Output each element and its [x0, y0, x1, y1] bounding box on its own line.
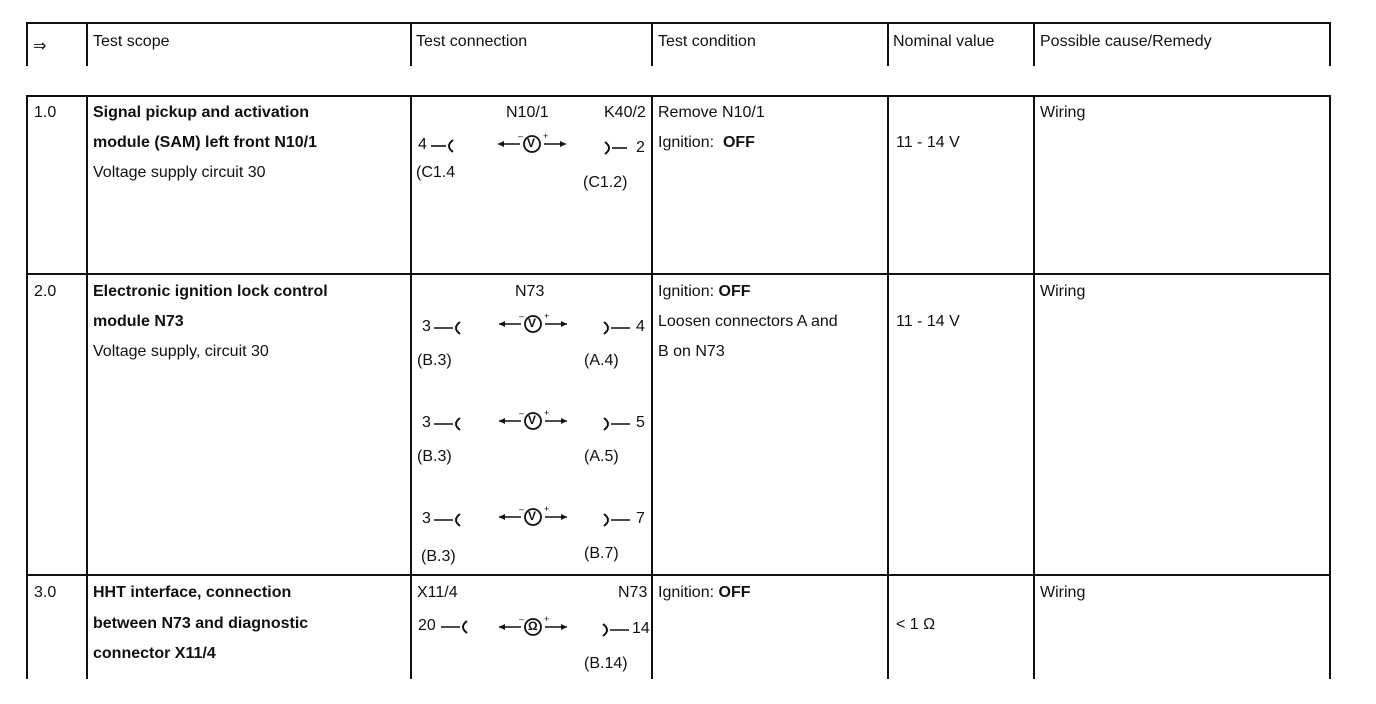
- header-top-border: [26, 22, 1331, 24]
- row-number: 1.0: [34, 104, 57, 121]
- body-divider-2: [410, 95, 412, 679]
- meter-symbol: V: [528, 413, 537, 427]
- connection-label-right: N73: [618, 584, 648, 601]
- connector-left-icon: [440, 620, 470, 634]
- header-divider-5: [1033, 22, 1035, 66]
- meter-symbol: V: [528, 509, 537, 523]
- pin-sub-left: (B.3): [417, 448, 452, 465]
- pin-sub-right: (B.7): [584, 545, 619, 562]
- svg-text:–: –: [518, 133, 524, 141]
- connector-right-icon: [601, 321, 631, 335]
- pin-right: 2: [636, 139, 645, 156]
- header-divider-0: [26, 22, 28, 66]
- test-scope-line: Signal pickup and activation: [93, 104, 310, 121]
- connection-label-mid: N73: [515, 283, 545, 300]
- row-number: 2.0: [34, 283, 57, 300]
- condition-line: Ignition: OFF: [658, 283, 751, 300]
- pin-sub-right: (A.5): [584, 448, 619, 465]
- connection-label-mid: N10/1: [506, 104, 549, 121]
- connector-right-icon: [602, 141, 628, 155]
- condition-line: Ignition: OFF: [658, 584, 751, 601]
- pin-sub-left: (C1.4: [416, 164, 456, 181]
- connector-left-icon: [433, 321, 463, 335]
- connector-right-icon: [600, 623, 630, 637]
- connector-left-icon: [433, 513, 463, 527]
- body-divider-3: [651, 95, 653, 679]
- header-divider-2: [410, 22, 412, 66]
- pin-right: 14: [632, 620, 650, 637]
- pin-left: 3: [422, 318, 431, 335]
- body-top-border: [26, 95, 1331, 97]
- header-divider-1: [86, 22, 88, 66]
- svg-text:+: +: [544, 410, 550, 418]
- svg-text:–: –: [519, 313, 525, 321]
- svg-text:–: –: [519, 506, 525, 514]
- condition-line: Ignition: OFF: [658, 134, 755, 151]
- test-scope-line: module (SAM) left front N10/1: [93, 134, 318, 151]
- connection-label-left: X11/4: [417, 584, 458, 601]
- body-divider-1: [86, 95, 88, 679]
- test-scope-line: connector X11/4: [93, 645, 216, 662]
- svg-text:–: –: [519, 410, 525, 418]
- row-divider-2: [26, 574, 1331, 576]
- header-divider-6: [1329, 22, 1331, 66]
- nominal-value: 11 - 14 V: [896, 313, 960, 330]
- test-scope-line: Voltage supply circuit 30: [93, 164, 266, 181]
- svg-text:–: –: [519, 616, 525, 624]
- test-scope-line: Voltage supply, circuit 30: [93, 343, 269, 360]
- header-divider-3: [651, 22, 653, 66]
- svg-text:+: +: [544, 616, 550, 624]
- pin-right: 5: [636, 414, 645, 431]
- body-divider-5: [1033, 95, 1035, 679]
- row-divider-1: [26, 273, 1331, 275]
- connector-right-icon: [601, 417, 631, 431]
- header-possible-cause: Possible cause/Remedy: [1040, 33, 1212, 50]
- connector-left-icon: [433, 417, 463, 431]
- nominal-value: 11 - 14 V: [896, 134, 960, 151]
- pin-left: 4: [418, 136, 427, 153]
- header-arrow: ⇒: [33, 38, 47, 55]
- header-test-condition: Test condition: [658, 33, 756, 50]
- svg-text:+: +: [544, 506, 550, 514]
- pin-right: 7: [636, 510, 645, 527]
- meter-symbol: Ω: [528, 619, 538, 633]
- header-divider-4: [887, 22, 889, 66]
- nominal-value: < 1 Ω: [896, 616, 936, 633]
- pin-left: 20: [418, 617, 436, 634]
- body-divider-6: [1329, 95, 1331, 679]
- meter-symbol: V: [528, 316, 537, 330]
- connector-right-icon: [601, 513, 631, 527]
- pin-sub-left: (B.3): [417, 352, 452, 369]
- test-scope-line: Electronic ignition lock control: [93, 283, 328, 300]
- condition-line: Remove N10/1: [658, 104, 765, 121]
- condition-line: B on N73: [658, 343, 725, 360]
- possible-cause: Wiring: [1040, 283, 1086, 300]
- connector-left-icon: [430, 139, 456, 153]
- test-scope-line: between N73 and diagnostic: [93, 615, 309, 632]
- svg-text:+: +: [544, 313, 550, 321]
- row-number: 3.0: [34, 584, 57, 601]
- pin-sub-left: (B.3): [421, 548, 456, 565]
- header-test-connection: Test connection: [416, 33, 528, 50]
- test-scope-line: HHT interface, connection: [93, 584, 292, 601]
- possible-cause: Wiring: [1040, 584, 1086, 601]
- svg-text:+: +: [543, 133, 549, 141]
- test-scope-line: module N73: [93, 313, 184, 330]
- pin-sub-right: (C1.2): [583, 174, 628, 191]
- condition-line: Loosen connectors A and: [658, 313, 838, 330]
- body-divider-4: [887, 95, 889, 679]
- body-divider-0: [26, 95, 28, 679]
- pin-sub-right: (B.14): [584, 655, 628, 672]
- pin-sub-right: (A.4): [584, 352, 619, 369]
- pin-right: 4: [636, 318, 645, 335]
- connection-label-right: K40/2: [604, 104, 646, 121]
- possible-cause: Wiring: [1040, 104, 1086, 121]
- pin-left: 3: [422, 414, 431, 431]
- header-test-scope: Test scope: [93, 33, 170, 50]
- header-nominal-value: Nominal value: [893, 33, 995, 50]
- meter-symbol: V: [527, 136, 536, 150]
- pin-left: 3: [422, 510, 431, 527]
